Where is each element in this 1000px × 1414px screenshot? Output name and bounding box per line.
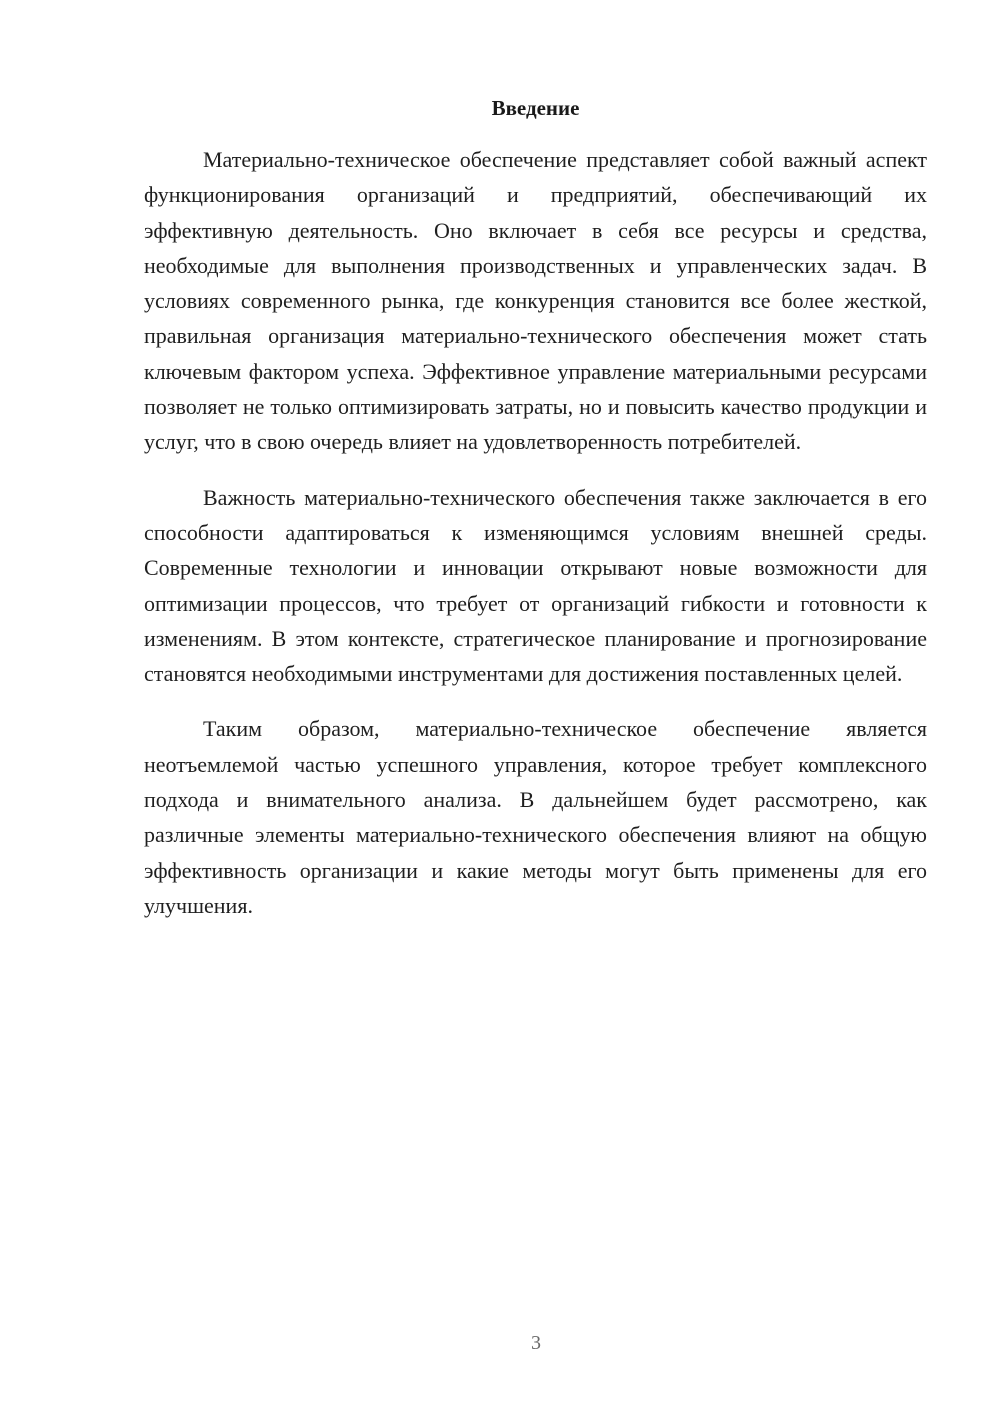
section-title: Введение xyxy=(491,96,580,120)
paragraph-3: Таким образом, материально-техническое обеспечение является неотъемлемой частью успешного управления, которое требует комплексного подхода и внимательного анализа. В дальнейшем будет рассмотрено, как различные элементы материально-технического обеспечения влияют на общую эффективность организации и какие методы могут быть применены для его улучшения. xyxy=(144,716,927,918)
body-text xyxy=(144,142,927,943)
page-number: 3 xyxy=(531,1332,541,1354)
paragraph-1: Материально-техническое обеспечение представляет собой важный аспект функционирования организаций и предприятий, обеспечивающий их эффективную деятельность. Оно включает в себя все ресурсы и средства, необходимые для выполнения производственных и управленческих задач. В условиях современного рынка, где конкуренция становится все более жесткой, правильная организация материально-технического обеспечения может стать ключевым фактором успеха. Эффективное управление материальными ресурсами позволяет не только оптимизировать затраты, но и повысить качество продукции и услуг, что в свою очередь влияет на удовлетворенность потребителей. xyxy=(144,147,927,455)
paragraph-2: Важность материально-технического обеспечения также заключается в его способности адаптироваться к изменяющимся условиям внешней среды. Современные технологии и инновации открывают новые возможности для оптимизации процессов, что требует от организаций гибкости и готовности к изменениям. В этом контексте, стратегическое планирование и прогнозирование становятся необходимыми инструментами для достижения поставленных целей. xyxy=(144,484,927,687)
